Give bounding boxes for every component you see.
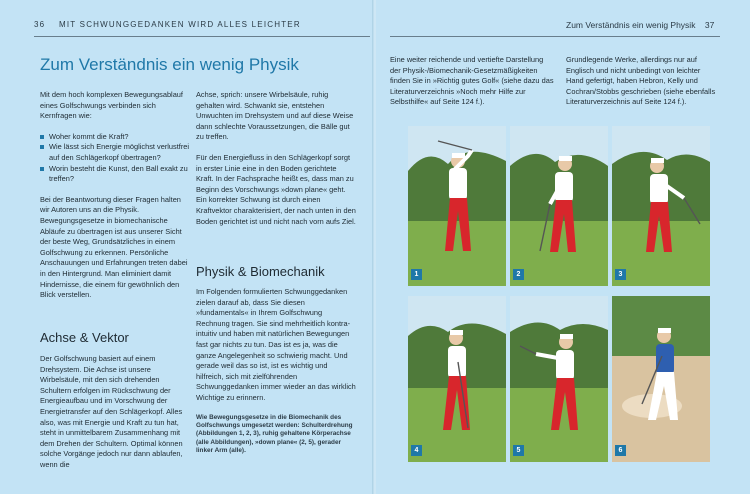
question-item: Woher kommt die Kraft? [40,132,190,143]
left-header-rule [34,36,370,37]
physics-paragraph: Bei der Beantwortung dieser Fragen halten wir Autoren uns an die Physik. Bewegungsgesetze in biomechanische Abläufe zu übertragen ist aus unserer Sicht der beste Weg, Grundsätzliches in einem Golfschwung zu erkennen. Persönliche Anschauungen und Erfahrungen treten dabei in den Hintergrund. Man eliminiert damit Hindernisse, die einem für gewöhnlich den Blick verstellen. [40,194,188,300]
right-running-head [566,20,714,30]
photo-number-badge: 4 [411,445,422,456]
axis-paragraph: Der Golfschwung basiert auf einem Drehsystem. Die Achse ist unsere Wirbelsäule, mit den sich drehenden Schultern erfolgen im Rückschwung der Energieaufbau und im Vorschwung der Energietransfer auf den Schlägerkopf. Alles also, was mit Energie und Kraft zu tun hat, steht in unmittelbarem Zusammenhang mit dem Drehen der Schultern. Optimal können solche Vorgänge jedoch nur dann ablaufen, wenn die [40,354,183,469]
right-header-rule [390,36,720,37]
right-page [376,0,750,494]
image-caption: Wie Bewegungsgesetze in die Biomechanik des Golfschwungs umgesetzt werden: Schulterdrehung (Abbildungen 1, 2, 3), ruhig gehaltene Körperachse (alle Abbildungen), »down plane« (2, 5), gerader linker Arm (alle). [196,413,353,455]
golf-photo-3 [612,126,710,286]
question-list [40,132,190,185]
right-column-2 [566,55,716,118]
left-column-1 [40,90,190,311]
golfer-illustration [408,126,506,286]
photo-number-badge: 5 [513,445,524,456]
axis-continued-paragraph: Achse, sprich: unsere Wirbelsäule, ruhig gehalten wird. Schwankt sie, entstehen Unwuchten im Drehsystem und auf diese Weise dann schlechte Voraussetzungen, die Bälle gut zu treffen. [196,90,354,142]
golf-photo-2 [510,126,608,286]
down-plane-paragraph: Für den Energiefluss in den Schlägerkopf sorgt in erster Linie eine in den Boden gerichtete Kraft. In der Fachsprache heißt es, dass man zu Beginn des Vorschwungs »down plane« geht. Ein korrekter Schwung ist durch einen Kraftvektor charakterisiert, der nach unten in den Boden gerichtet ist und nicht nach vorn aufs Ziel. [196,152,356,226]
golfer-illustration [612,126,710,286]
intro-paragraph: Mit dem hoch komplexen Bewegungsablauf eines Golfschwungs verbinden sich Kernfragen wie: [40,90,183,121]
golf-photo-1 [408,126,506,286]
golfer-illustration [408,296,506,462]
biomechanics-paragraph: Im Folgenden formulierten Schwunggedanken zielen darauf ab, dass Sie diesen »fundamentals« in Ihrem Golfschwung Rechnung tragen. Sie sind mehrheitlich kontra-intuitiv und haben mit natürlichen Bewegungen fast gar nichts zu tun. Das ist es ja, was die ganze Angelegenheit so schwierig macht. Und gerade weil das so ist, ist es wichtig und hilfreich, sich mit zielführenden Schwunggedanken immer wieder an das wirklich Wichtige zu erinnern. [196,287,356,402]
golfer-illustration [510,126,608,286]
bunker-illustration [612,296,710,462]
further-reading-paragraph: Eine weiter reichende und vertiefte Darstellung der Physik-/Biomechanik-Gesetzmäßigkeiten finden Sie in »Richtig gutes Golf« (siehe dazu das Literaturverzeichnis »Noch mehr Hilfe zur Selbsthilfe« auf Seite 124 f.). [390,55,554,107]
question-item: Worin besteht die Kunst, den Ball exakt zu treffen? [40,164,190,185]
golfer-illustration [510,296,608,462]
left-running-head [34,20,301,29]
photo-number-badge: 3 [615,269,626,280]
left-running-title: MIT SCHWUNGGEDANKEN WIRD ALLES LEICHTER [59,20,301,29]
right-page-number: 37 [704,20,715,30]
photo-number-badge: 1 [411,269,422,280]
left-column-2b [196,287,356,466]
right-running-title: Zum Verständnis ein wenig Physik [566,20,696,30]
right-column-1 [390,55,555,118]
photo-number-badge: 6 [615,445,626,456]
left-page [0,0,374,494]
question-item: Wie lässt sich Energie möglichst verlustfrei auf den Schlägerkopf übertragen? [40,142,190,163]
photo-number-badge: 2 [513,269,524,280]
left-column-1b [40,354,190,481]
golf-photo-4 [408,296,506,462]
golf-photo-6 [612,296,710,462]
section-heading-physik: Physik & Biomechanik [196,264,325,279]
english-works-paragraph: Grundlegende Werke, allerdings nur auf Englisch und nicht unbedingt von leichter Hand gefertigt, haben Hebron, Kelly und Cochran/Stobbs geschrieben (siehe ebenfalls Literaturverzeichnis auf Seite 124 f.). [566,55,716,107]
left-column-2 [196,90,356,237]
left-page-number: 36 [34,20,46,29]
page-title: Zum Verständnis ein wenig Physik [40,55,299,74]
section-heading-achse: Achse & Vektor [40,330,129,345]
golf-photo-5 [510,296,608,462]
